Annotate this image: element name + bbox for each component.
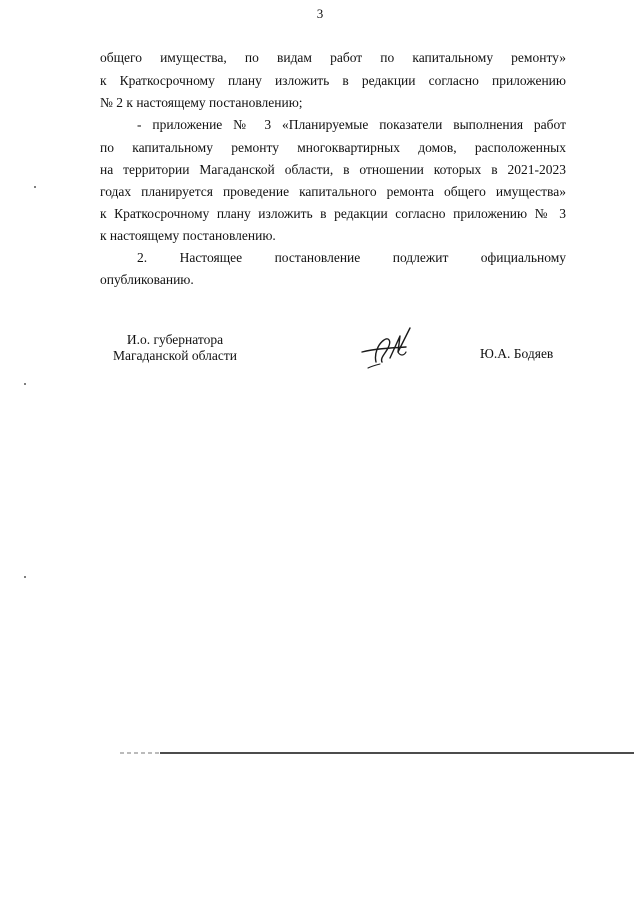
bottom-rule (120, 752, 634, 754)
body-line-6: на территории Магаданской области, в отношении которых в 2021-2023 (100, 162, 566, 177)
body-line-3: № 2 к настоящему постановлению; (100, 95, 303, 110)
margin-mark (24, 383, 26, 385)
handwritten-signature (354, 318, 424, 379)
body-line-9: к настоящему постановлению. (100, 228, 276, 243)
body-line-11: опубликованию. (100, 272, 194, 287)
body-line-1: общего имущества, по видам работ по капитальному ремонту» (100, 50, 566, 65)
body-line-10: 2. Настоящее постановление подлежит официальному (137, 250, 566, 265)
body-line-8: к Краткосрочному плану изложить в редакции согласно приложению № 3 (100, 206, 566, 221)
body-line-2: к Краткосрочному плану изложить в редакции согласно приложению (100, 73, 566, 88)
signatory-position-line-2: Магаданской области (113, 348, 237, 363)
body-line-7: годах планируется проведение капитального ремонта общего имущества» (100, 184, 566, 199)
body-line-5: по капитальному ремонту многоквартирных домов, расположенных (100, 140, 566, 155)
signatory-name: Ю.А. Бодяев (480, 346, 554, 361)
margin-mark (24, 576, 26, 578)
body-line-4: - приложение № 3 «Планируемые показатели выполнения работ (137, 117, 566, 132)
signatory-position-line-1: И.о. губернатора (126, 332, 224, 347)
signatory-position (100, 332, 250, 364)
margin-mark (34, 186, 36, 188)
page-number: 3 (316, 6, 324, 21)
